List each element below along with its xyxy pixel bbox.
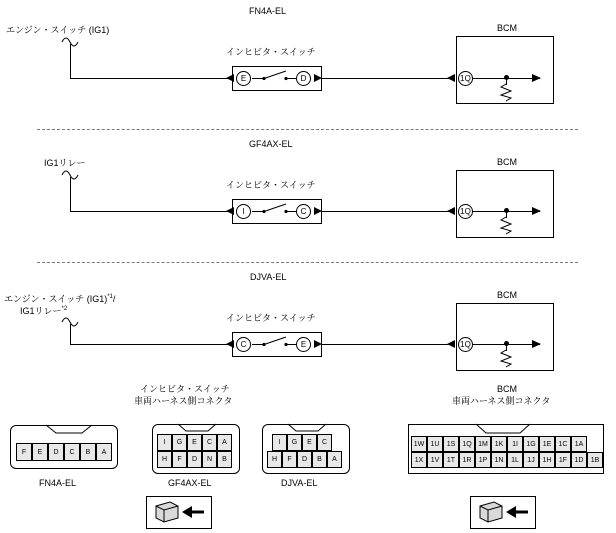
connector-cell: 1U [427,436,443,452]
connector-cell: 1P [475,452,491,468]
bcm-connector-title-line2: 車両ハーネス側コネクタ [452,396,551,406]
connector-cell: B [312,451,327,468]
wire-vertical-2 [70,177,71,211]
connector-cell: F [16,443,32,461]
connector-cell: C [64,443,80,461]
connector-djvael-row-1 [272,434,332,451]
bcm-pin-3: 1Q [458,337,473,352]
connector-cell: D [297,451,312,468]
source-label-3-text: エンジン・スイッチ (IG1) [4,294,108,304]
connector-fn4ael-row-1 [16,443,112,461]
wire-horizontal-3-right [322,344,449,345]
connector-cell: C [202,434,217,451]
bcm-connector-row-2 [411,452,603,468]
switch-pin-left-3: C [236,337,251,352]
wire-horizontal-2-left [70,211,233,212]
connector-cell: I [272,434,287,451]
wire-horizontal-3-left [70,344,233,345]
connector-name-djvael: DJVA-EL [281,478,318,488]
source-squiggle-2 [60,169,90,183]
connector-cell: 1Q [459,436,475,452]
connector-cell: H [157,451,172,468]
source-squiggle-1 [60,36,90,50]
section-title-2: GF4AX-EL [249,139,293,149]
connector-cell: B [217,451,232,468]
bcm-resistor-3 [499,350,515,368]
inhibitor-connector-title-line1: インヒビタ・スイッチ [140,384,230,394]
connector-cell: I [157,434,172,451]
connector-gf4axel-row-2 [157,451,232,468]
connector-cell: 1D [571,452,587,468]
bcm-label-3: BCM [497,290,517,300]
connector-cell: E [187,434,202,451]
connector-cell: C [317,434,332,451]
connector-cell: 1J [523,452,539,468]
connector-cell: D [187,451,202,468]
inhibitor-switch-title-2: インヒビタ・スイッチ [226,180,316,190]
switch-pin-right-1: D [296,71,311,86]
connector-cell: E [302,434,317,451]
bcm-internal-arrow-1 [532,72,546,84]
connector-cell: 1X [411,452,427,468]
source-label-3-tail: / [112,294,116,304]
source-label-3-sup1: *1 [107,294,113,300]
bcm-connector-row-1 [411,436,587,452]
source-squiggle-3 [60,316,90,330]
connector-cell: 1C [555,436,571,452]
wire-vertical-3 [70,324,71,344]
switch-pin-right-3: E [296,337,311,352]
connector-cell: 1F [555,452,571,468]
connector-cell: G [287,434,302,451]
connector-cell: D [48,443,64,461]
connector-cell: A [96,443,112,461]
switch-pin-left-2: I [236,204,251,219]
connector-cell: 1A [571,436,587,452]
bcm-internal-arrow-2 [532,205,546,217]
connector-cell: 1H [539,452,555,468]
bcm-pin-1: 1Q [458,71,473,86]
bcm-label-2: BCM [497,157,517,167]
bcm-resistor-1 [499,84,515,102]
connector-gf4axel-row-1 [157,434,232,451]
wire-vertical-1 [70,44,71,78]
switch-pin-left-1: E [236,71,251,86]
connector-cell: N [202,451,217,468]
connector-cell: 1T [443,452,459,468]
connector-cell: 1E [539,436,555,452]
connector-cell: E [32,443,48,461]
connector-cell: 1I [507,436,523,452]
connector-name-gf4axel: GF4AX-EL [168,478,212,488]
connector-name-fn4ael: FN4A-EL [39,478,77,488]
wire-horizontal-1-left [70,78,233,79]
install-direction-icon-bcm [472,498,534,527]
connector-cell: 1M [475,436,491,452]
connector-cell: A [327,451,342,468]
connector-cell: G [172,434,187,451]
switch-contact-3 [250,332,298,356]
section-title-1: FN4A-EL [249,6,287,16]
source-label-1: エンジン・スイッチ (IG1) [6,25,110,35]
connector-cell: A [217,434,232,451]
bcm-label-1: BCM [497,23,517,33]
connector-djvael-row-2 [267,451,342,468]
bcm-pin-2: 1Q [458,204,473,219]
source-label-3-sup2: *2 [61,306,68,312]
connector-cell: 1G [523,436,539,452]
inhibitor-switch-title-3: インヒビタ・スイッチ [226,313,316,323]
connector-cell: 1W [411,436,427,452]
inhibitor-switch-title-1: インヒビタ・スイッチ [226,47,316,57]
section-divider-2 [37,262,578,263]
connector-cell: 1S [443,436,459,452]
connector-cell: 1K [491,436,507,452]
connector-cell: 1V [427,452,443,468]
wire-horizontal-2-right [322,211,449,212]
connector-cell: 1L [507,452,523,468]
bcm-internal-arrow-3 [532,338,546,350]
section-divider-1 [37,129,578,130]
connector-cell: F [172,451,187,468]
switch-pin-right-2: C [296,204,311,219]
bcm-connector-title-line1: BCM [497,384,517,394]
connector-cell: 1R [459,452,475,468]
connector-cell: 1B [587,452,603,468]
switch-contact-2 [250,199,298,223]
source-label-3-text2: IG1リレー [20,306,62,316]
connector-cell: H [267,451,282,468]
bcm-resistor-2 [499,217,515,235]
source-label-2: IG1リレー [44,158,86,168]
install-direction-icon-inhibitor [148,498,210,527]
section-title-3: DJVA-EL [250,272,287,282]
connector-cell: B [80,443,96,461]
inhibitor-connector-title-line2: 車両ハーネス側コネクタ [134,396,233,406]
connector-cell: 1N [491,452,507,468]
connector-cell: F [282,451,297,468]
switch-contact-1 [250,66,298,90]
wire-horizontal-1-right [322,78,449,79]
